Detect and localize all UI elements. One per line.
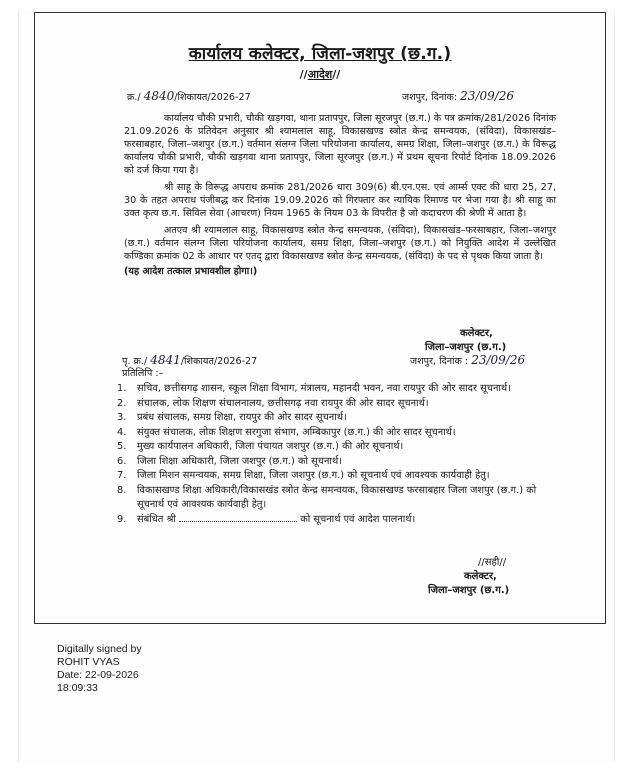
digital-signature-name: ROHIT VYAS [57, 656, 120, 668]
paragraph-3: अतएव श्री श्यामलाल साहू, विकासखण्ड स्त्रोत केन्द्र समन्वयक, (संविदा), विकासखंड–फरसाबहार, जिला–जशपुर (छ.ग.) वर्तमान संलग्न जिला परियोजना कार्यालय, समग्र शिक्षा, जिला–जशपुर (छ.ग.) को नियुक्ति आदेश में उल्लेखित कण्डिका क्रमांक 02 के आधार पर एतद् द्वारा विकासखण्ड स्त्रोत केन्द्र समन्वयक, (संविदा) के पद से पृथक किया जाता है। [124, 225, 556, 262]
document-border [34, 12, 606, 624]
signature-1-title: कलेक्टर, [460, 328, 493, 339]
digital-signature-time: 18:09:33 [57, 682, 98, 694]
endorsement-date [410, 354, 525, 368]
order-date [402, 90, 514, 104]
list-item: 7. जिला मिशन समन्वयक, समग्र शिक्षा, जिला जशपुर (छ.ग.) को सूचनार्थ एवं आवश्यक कार्यवाही हेतु। [117, 470, 490, 481]
endorsement-date-label: जशपुर, दिनांक : [410, 356, 469, 367]
order-heading: //आदेश// [299, 68, 341, 81]
signature-1-district: जिला–जशपुर (छ.ग.) [425, 342, 507, 353]
effect-note: (यह आदेश तत्काल प्रभावशील होगा।) [124, 266, 258, 277]
endorsement-ref-suffix: /शिकायत/2026-27 [180, 356, 258, 367]
list-item: 6. जिला शिक्षा अधिकारी, जिला जशपुर (छ.ग.) को सूचनार्थ। [117, 455, 342, 467]
office-title: कार्यालय कलेक्टर, जिला-जशपुर (छ.ग.) [188, 44, 452, 64]
endorsement-ref-number-handwritten: 4841 [150, 353, 181, 367]
ref-suffix: /शिकायत/2026-27 [174, 92, 251, 103]
paragraph-1: कार्यालय चौकी प्रभारी, चौकी खड़गवा, थाना प्रतापपुर, जिला सूरजपुर (छ.ग.) के पत्र क्रमांक/281/2026 दिनांक 21.09.2026 के प्रतिवेदन अनुसार श्री श्यामलाल साहू, विकासखण्ड स्त्रोत केन्द्र समन्वयक, (संविदा), विकासखंड–फरसाबहार, जिला–जशपुर (छ.ग.) वर्तमान संलग्न जिला परियोजना कार्यालय, समग्र शिक्षा, जिला–जशपुर (छ.ग.) के विरूद्ध कार्यालय चौकी प्रभारी, चौकी खड़गवा थाना प्रतापपुर, जिला सूरजपुर (छ.ग.) में प्रथम सूचना रिपोर्ट दिनांक 18.09.2026 को दर्ज किया गया है। [124, 113, 556, 176]
date-label: जशपुर, दिनांक: [402, 92, 458, 103]
date-handwritten: 23/09/26 [460, 89, 515, 103]
list-item: 3. प्रबंध संचालक, समग्र शिक्षा, रायपुर की ओर सादर सूचनार्थ। [117, 412, 347, 423]
blank-line [179, 513, 297, 522]
ref-number-handwritten: 4840 [143, 89, 175, 103]
ref-prefix: क्र./ [127, 92, 141, 103]
list-item: 5. मुख्य कार्यपालन अधिकारी, जिला पंचायत जशपुर (छ.ग.) की ओर सूचनार्थ। [117, 441, 404, 452]
list-item: 4. संयुक्त संचालक, लोक शिक्षण सरगुजा संभाग, अम्बिकापुर (छ.ग.) की ओर सादर सूचनार्थ। [117, 426, 456, 438]
signature-2-approval: //सही// [478, 557, 507, 568]
endorsement-reference [122, 354, 257, 368]
list-item: 8. विकासखण्ड शिक्षा अधिकारी/विकासखंड स्त्रोत केन्द्र समन्वयक, विकासखण्ड फरसाबहार जिला जशपुर (छ.ग.) को सूचनार्थ एवं आवश्यक कार्यवाही हेतु। [117, 484, 537, 510]
endorsement-date-handwritten: 23/09/26 [471, 353, 526, 367]
list-item: 9. संबंधित श्री को सूचनार्थ एवं आदेश पालनार्थ। [117, 513, 416, 525]
order-label: आदेश [307, 68, 333, 81]
copy-list [117, 382, 555, 527]
copy-label: प्रतिलिपि :– [122, 368, 164, 379]
paragraph-2: श्री साहू के विरूद्ध अपराध क्रमांक 281/2026 धारा 309(6) बी.एन.एस. एवं आर्म्स एक्ट की धारा 25, 27, 30 के तहत अपराध पंजीबद्ध कर दिनांक 19.09.2026 को गिरफ्तार कर न्यायिक रिमाण्ड पर भेजा गया है। श्री साहू का उक्त कृत्य छ.ग. सिविल सेवा (आचरण) नियम 1965 के नियम 03 के विपरीत है जो कदाचरण की श्रेणी में आता है। [124, 182, 556, 219]
signature-2-district: जिला–जशपुर (छ.ग.) [428, 585, 510, 596]
order-body [124, 112, 556, 278]
list-item: 2. संचालक, लोक शिक्षण संचालनालय, छत्तीसगढ़ नवा रायपुर की ओर सादर सूचनार्थ। [117, 397, 429, 409]
signature-2-title: कलेक्टर, [464, 571, 497, 582]
digital-signature-date: Date: 22-09-2026 [57, 669, 139, 681]
endorsement-ref-prefix: पृ. क्र./ [122, 356, 148, 367]
order-reference [127, 90, 251, 104]
digital-signature-line-1: Digitally signed by [57, 643, 142, 655]
list-item: 1. सचिव, छत्तीसगढ़ शासन, स्कूल शिक्षा विभाग, मंत्रालय, महानदी भवन, नवा रायपुर की ओर सादर सूचनार्थ। [117, 383, 511, 394]
